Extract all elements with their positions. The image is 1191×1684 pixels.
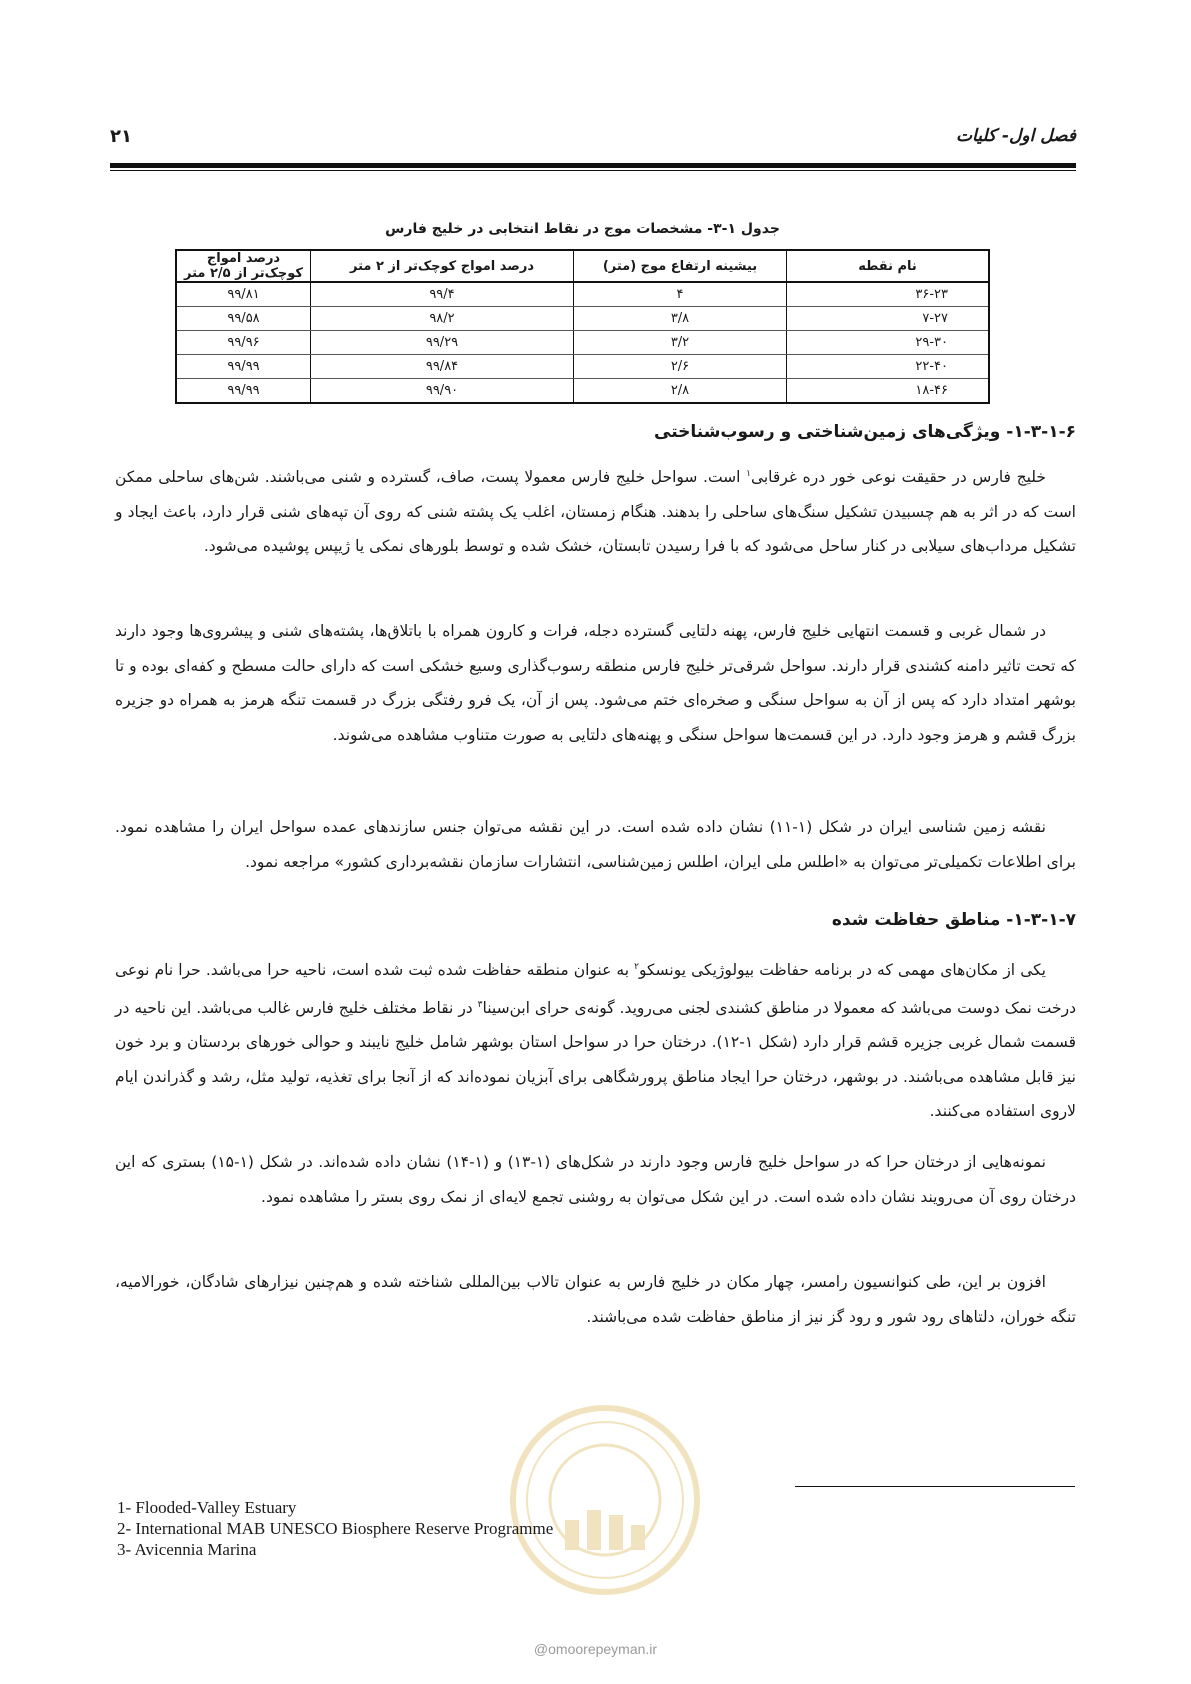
footnote: 3- Avicennia Marina xyxy=(117,1540,257,1559)
paragraph: در شمال غربی و قسمت انتهایی خلیج فارس، پهنه دلتایی گسترده دجله، فرات و کارون همراه با باتلاق‌ها، پشته‌های شنی و پیشروی‌ها وجود دارند که تحت تاثیر دامنه کشندی قرار دارند. سواحل شرقی‌تر خلیج فارس منطقه رسوب‌گذاری وسیع خشکی است که دارای حالت مسطح و کفه‌ای بوده و تا بوشهر امتداد دارد که پس از آن به سواحل سنگی و صخره‌ای ختم می‌شود. پس از آن، یک فرو رفتگی بزرگ در قسمت تنگه هرمز به همراه دو جزیره بزرگ قشم و هرمز وجود دارد. در این قسمت‌ها سواحل سنگی و پهنه‌های دلتایی به صورت متناوب مشاهده می‌شوند. xyxy=(115,622,1076,744)
footnote-ref: ۳ xyxy=(477,999,483,1010)
header-rule-thin xyxy=(110,170,1076,171)
page-number: ۲۱ xyxy=(110,126,132,147)
table-cell: ۳۶-۲۳ xyxy=(787,282,990,307)
section-heading-protected-areas: ۱-۳-۱-۷- مناطق حفاظت شده xyxy=(831,910,1076,930)
table-row xyxy=(176,355,989,379)
paragraph xyxy=(115,950,1076,1129)
column-header: درصد امواج کوچک‌تر از ۲ متر xyxy=(311,250,574,282)
paragraph-text: خلیج فارس در حقیقت نوعی خور دره غرقابی xyxy=(750,468,1046,487)
table-cell: ۲/۶ xyxy=(574,355,787,379)
table-row xyxy=(176,379,989,404)
table-cell: ۹۹/۹۰ xyxy=(311,379,574,404)
watermark-url-text: omoorepeyman.ir xyxy=(548,1641,658,1657)
table-cell: ۳/۸ xyxy=(574,307,787,331)
table-header-row xyxy=(176,250,989,282)
footnote-ref: ۲ xyxy=(634,962,639,972)
paragraph: نمونه‌هایی از درختان حرا که در سواحل خلیج فارس وجود دارند در شکل‌های (۱-۱۳) و (۱-۱۴) نشان داده شده‌اند. در شکل (۱-۱۵) بستری که این درختان روی آن می‌رویند نشان داده شده است. در این شکل می‌توان به روشنی تجمع لایه‌ای از نمک روی بستر را مشاهده نمود. xyxy=(115,1153,1076,1206)
column-header: بیشینه ارتفاع موج (متر) xyxy=(574,250,787,282)
table-cell: ۹۹/۵۸ xyxy=(176,307,311,331)
paragraph xyxy=(115,457,1076,564)
table-caption: جدول ۱-۳- مشخصات موج در نقاط انتخابی در خلیج فارس xyxy=(385,221,780,237)
table-cell: ۱۸-۴۶ xyxy=(787,379,990,404)
table-cell: ۹۹/۹۶ xyxy=(176,331,311,355)
footnotes xyxy=(117,1497,553,1560)
paragraph: افزون بر این، طی کنوانسیون رامسر، چهار مکان در خلیج فارس به عنوان تالاب بین‌المللی شناخته شده و هم‌چنین نیزارهای شادگان، خورالامیه، تنگه خوران، دلتاهای رود شور و رود گز نیز از مناطق حفاظت شده می‌باشند. xyxy=(115,1273,1076,1326)
footnote: 2- International MAB UNESCO Biosphere Reserve Programme xyxy=(117,1519,554,1538)
watermark-url: @omoorepeyman.ir xyxy=(533,1641,658,1657)
table-row xyxy=(176,331,989,355)
table-cell: ۹۹/۹۹ xyxy=(176,355,311,379)
table-cell: ۲۹-۳۰ xyxy=(787,331,990,355)
table-cell: ۷-۲۷ xyxy=(787,307,990,331)
paragraph-text: است. سواحل خلیج فارس معمولا پست، صاف، گسترده و شنی می‌باشند. شن‌های ساحلی ممکن است که در اثر به هم چسبیدن تشکیل سنگ‌های ساحلی را بدهند. هنگام زمستان، اغلب یک پشته شنی که روی آن تپه‌های شنی قرار دارد، باعث ایجاد و تشکیل مرداب‌های سیلابی در کنار ساحل می‌شود که با فرا رسیدن تابستان، خشک شده و توسط بلورهای نمکی یا ژیپس پوشیده می‌شود. xyxy=(115,468,1076,556)
table-cell: ۹۹/۸۴ xyxy=(311,355,574,379)
paragraph-text: یکی از مکان‌های مهمی که در برنامه حفاظت بیولوژیکی یونسکو xyxy=(638,961,1046,980)
chapter-title: فصل اول- کلیات xyxy=(956,126,1076,146)
footnote-rule xyxy=(795,1486,1075,1487)
paragraph-text: در نقاط مختلف خلیج فارس غالب می‌باشد. این ناحیه در قسمت شمال غربی جزیره قشم قرار دارد (شکل ۱-۱۲). درختان حرا در سواحل استان بوشهر شامل خلیج نایبند و حوالی خورهای بردستان و برد خون نیز قابل مشاهده می‌باشند. در بوشهر، درختان حرا ایجاد مناطق پرورشگاهی برای آبزیان نموده‌اند که از آنجا برای تغذیه، تولید مثل، رشد و گذراندن ایام لاروی استفاده می‌کنند. xyxy=(115,998,1076,1121)
wave-data-table xyxy=(175,249,990,404)
table-row xyxy=(176,307,989,331)
running-header xyxy=(110,126,1076,156)
paragraph-text: به عنوان منطقه حفاظت شده ثبت شده است، ناحیه حرا می‌باشد. حرا نام نوعی درخت نمک دوست می‌باشد که معمولا در مناطق کشندی لجنی می‌روید. گونه‌ی حرای ابن‌سینا xyxy=(115,961,1076,1017)
paragraph: نقشه زمین شناسی ایران در شکل (۱-۱۱) نشان داده شده است. در این نقشه می‌توان جنس سازندهای عمده سواحل ایران را مشاهده نمود. برای اطلاعات تکمیلی‌تر می‌توان به «اطلس ملی ایران، اطلس زمین‌شناسی، انتشارات سازمان نقشه‌برداری کشور» مراجعه نمود. xyxy=(115,818,1076,871)
table-cell: ۹۹/۸۱ xyxy=(176,282,311,307)
table-cell: ۹۹/۹۹ xyxy=(176,379,311,404)
table-row xyxy=(176,282,989,307)
table-cell: ۹۹/۴ xyxy=(311,282,574,307)
section-heading-geology: ۱-۳-۱-۶- ویژگی‌های زمین‌شناختی و رسوب‌شناختی xyxy=(654,422,1076,442)
column-header: درصد امواج کوچک‌تر از ۲/۵ متر xyxy=(176,250,311,282)
table-cell: ۴ xyxy=(574,282,787,307)
table-cell: ۹۸/۲ xyxy=(311,307,574,331)
table-cell: ۲۲-۴۰ xyxy=(787,355,990,379)
table-cell: ۹۹/۲۹ xyxy=(311,331,574,355)
header-rule-thick xyxy=(110,163,1076,168)
table-cell: ۳/۲ xyxy=(574,331,787,355)
column-header: نام نقطه xyxy=(787,250,990,282)
table-cell: ۲/۸ xyxy=(574,379,787,404)
footnote-ref: ۱ xyxy=(746,469,751,479)
footnote: 1- Flooded-Valley Estuary xyxy=(117,1498,297,1517)
